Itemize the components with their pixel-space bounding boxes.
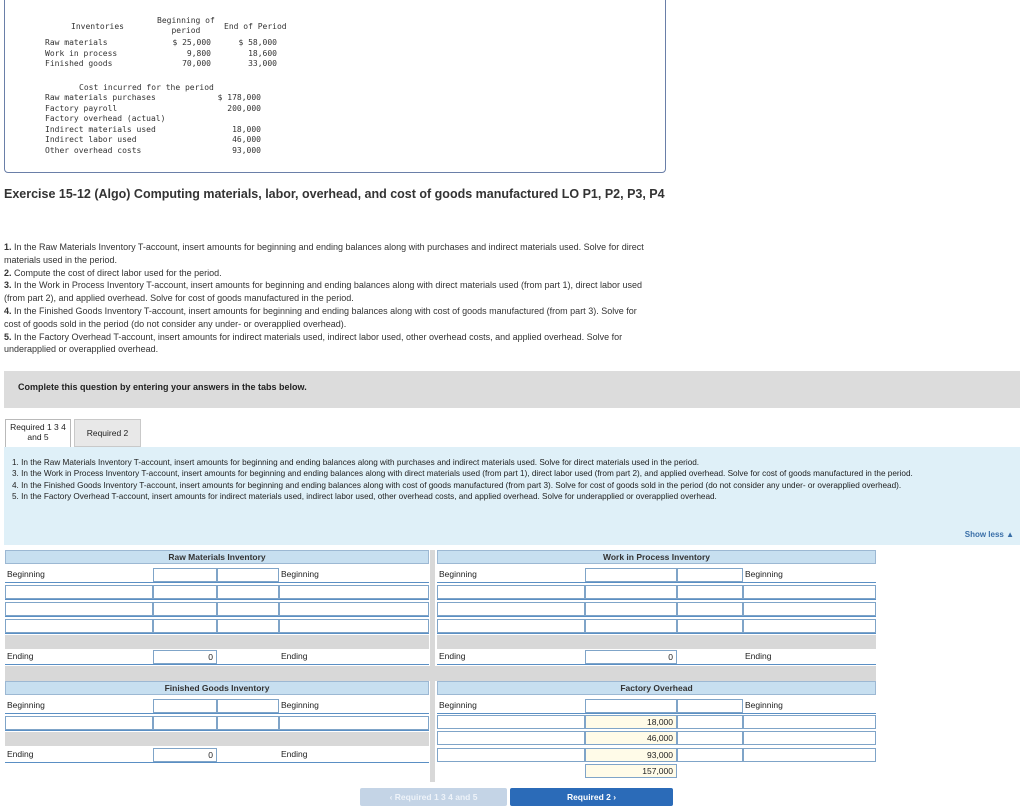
instruction-item: 3. In the Work in Process Inventory T-account, insert amounts for beginning and ending balances along with direct materials used (from part 1), direct labor used (from part 2), and applied overhead. Solve for cost of goods manufactured in the period.: [4, 280, 643, 304]
prev-required-button[interactable]: ‹ Required 1 3 4 and 5: [360, 788, 507, 806]
account-name-input[interactable]: [5, 716, 153, 730]
account-name-input[interactable]: [743, 619, 876, 633]
taccount-ending-row: [5, 747, 429, 763]
cost-row-label: Indirect materials used: [45, 124, 156, 134]
credit-amount-input[interactable]: [677, 748, 743, 762]
ending-balance: 0: [585, 650, 677, 664]
credit-amount-input[interactable]: [217, 602, 279, 616]
debit-input[interactable]: [153, 619, 217, 633]
show-less-link[interactable]: Show less ▲: [964, 530, 1014, 539]
cost-row-label: Raw materials purchases: [45, 93, 156, 102]
debit-input[interactable]: [153, 699, 217, 713]
ending-label: Ending: [281, 749, 308, 759]
credit-amount-input[interactable]: [217, 716, 279, 730]
row-separator: [5, 732, 429, 746]
cost-row-label: Other overhead costs: [45, 145, 142, 155]
taccount-row: [437, 567, 876, 583]
taccount-ending-row: [5, 649, 429, 665]
account-name-input[interactable]: [5, 602, 153, 616]
inventory-row-beginning: $ 25,000: [172, 38, 211, 47]
indirect-labor-amount[interactable]: 46,000: [585, 731, 677, 745]
indirect-materials-amount[interactable]: 18,000: [585, 715, 677, 729]
cost-row-value: 18,000: [232, 124, 261, 134]
cost-row-value: $ 178,000: [217, 93, 261, 102]
taccount-ending-row: [437, 649, 876, 665]
row-separator: [437, 635, 876, 649]
beginning-label: Beginning: [281, 700, 319, 710]
instruction-item: 1. In the Raw Materials Inventory T-account, insert amounts for beginning and ending balances along with purchases and indirect materials used. Solve for direct materials used in the period.: [4, 242, 644, 265]
instructions-panel-text: [12, 457, 1012, 503]
inventory-row-label: Raw materials: [45, 38, 108, 47]
cost-row-value: 200,000: [227, 103, 261, 113]
account-name-input[interactable]: [743, 748, 876, 762]
taccount-title: Factory Overhead: [437, 681, 876, 695]
instruction-item: 2. Compute the cost of direct labor used for the period.: [4, 267, 222, 278]
given-data-box: [4, 0, 666, 173]
ending-label: Ending: [439, 651, 466, 661]
taccount-row: [437, 714, 876, 730]
inventory-row-end: 33,000: [248, 59, 277, 68]
inventory-row-end: 18,600: [248, 48, 277, 58]
panel-instruction-line: 1. In the Raw Materials Inventory T-account, insert amounts for beginning and ending balances along with purchases and indirect materials used. Solve for direct materials used in the period.: [12, 458, 700, 467]
taccount-row: [437, 601, 876, 617]
debit-input[interactable]: [153, 602, 217, 616]
account-name-input[interactable]: [437, 731, 585, 745]
account-name-input[interactable]: [437, 715, 585, 729]
next-required-button[interactable]: Required 2 ›: [510, 788, 673, 806]
panel-instruction-line: 5. In the Factory Overhead T-account, insert amounts for indirect materials used, indirect labor used, other overhead costs, and applied overhead. Solve for underapplied or overapplied overhead.: [12, 492, 717, 502]
beginning-label: Beginning: [745, 700, 783, 710]
taccount-row: [5, 601, 429, 617]
instruction-item: 4. In the Finished Goods Inventory T-account, insert amounts for beginning and ending balances along with cost of goods manufactured (from part 3). Solve for cost of goods sold in the period (do not consider any under- or overapplied overhead).: [4, 305, 637, 329]
account-name-input[interactable]: [743, 731, 876, 745]
ending-label: Ending: [745, 651, 772, 661]
inventory-row-label: Finished goods: [45, 59, 113, 68]
banner-text: Complete this question by entering your answers in the tabs below.: [18, 382, 307, 392]
overhead-total: 157,000: [585, 764, 677, 778]
debit-input[interactable]: [585, 568, 677, 582]
taccount-title: Work in Process Inventory: [437, 550, 876, 564]
costs-header: Cost incurred for the period: [79, 83, 214, 92]
account-name-input[interactable]: [279, 602, 429, 616]
beginning-label: Beginning: [7, 569, 45, 579]
account-name-input[interactable]: [5, 585, 153, 599]
panel-instruction-line: 4. In the Finished Goods Inventory T-account, insert amounts for beginning and ending balances along with cost of goods manufactured (from part 3). Solve for cost of goods sold in the period (do not consider any under- or overapplied overhead).: [12, 480, 902, 490]
account-name-input[interactable]: [5, 619, 153, 633]
ending-balance: 0: [153, 650, 217, 664]
beginning-label: Beginning: [439, 700, 477, 710]
inventories-header-beginning: Beginning of period: [157, 16, 215, 35]
taccount-finished-goods: [5, 681, 429, 781]
tab-required-2[interactable]: Required 2: [74, 419, 141, 447]
debit-input[interactable]: [585, 699, 677, 713]
account-name-input[interactable]: [743, 602, 876, 616]
cost-row-value: 46,000: [232, 135, 261, 144]
inventories-header-label: Inventories: [71, 22, 124, 31]
account-name-input[interactable]: [279, 716, 429, 730]
ending-label: Ending: [281, 651, 308, 661]
taccount-work-in-process: [437, 550, 876, 666]
account-name-input[interactable]: [743, 715, 876, 729]
credit-amount-input[interactable]: [677, 602, 743, 616]
credit-amount-input[interactable]: [217, 585, 279, 599]
taccount-raw-materials: [5, 550, 429, 666]
taccount-row: [5, 715, 429, 731]
inventory-row-label: Work in process: [45, 48, 118, 58]
inventory-row-beginning: 70,000: [182, 59, 211, 68]
account-name-input[interactable]: [279, 585, 429, 599]
ending-balance: 0: [153, 748, 217, 762]
complete-question-banner: [4, 371, 1020, 408]
account-name-input[interactable]: [279, 619, 429, 633]
tab-required-1-3-4-and-5[interactable]: Required 1 3 4 and 5: [5, 419, 71, 447]
beginning-label: Beginning: [7, 700, 45, 710]
taccount-title: Finished Goods Inventory: [5, 681, 429, 695]
instruction-item: 5. In the Factory Overhead T-account, insert amounts for indirect materials used, indirect labor used, other overhead costs, and applied overhead. Solve for underapplied or overapplied overhead.: [4, 331, 623, 355]
account-name-input[interactable]: [437, 748, 585, 762]
cost-row-label: Indirect labor used: [45, 135, 137, 144]
account-name-input[interactable]: [743, 585, 876, 599]
taccount-factory-overhead: [437, 681, 876, 781]
credit-amount-input[interactable]: [217, 568, 279, 582]
taccount-row: [437, 584, 876, 600]
credit-amount-input[interactable]: [677, 619, 743, 633]
debit-input[interactable]: [585, 602, 677, 616]
taccount-row: [5, 584, 429, 600]
taccount-row: [5, 698, 429, 714]
credit-amount-input[interactable]: [217, 699, 279, 713]
credit-amount-input[interactable]: [677, 715, 743, 729]
debit-input[interactable]: [153, 568, 217, 582]
taccount-row: [5, 618, 429, 634]
beginning-label: Beginning: [281, 569, 319, 579]
ending-label: Ending: [7, 749, 34, 759]
debit-input[interactable]: [153, 585, 217, 599]
taccount-row: [437, 698, 876, 714]
section-separator: [5, 666, 876, 681]
cost-row-label: Factory overhead (actual): [45, 114, 166, 123]
taccount-row: [437, 618, 876, 634]
row-separator: [5, 635, 429, 649]
inventory-row-end: $ 58,000: [238, 38, 277, 47]
instructions: [4, 241, 644, 356]
credit-amount-input[interactable]: [217, 619, 279, 633]
debit-input[interactable]: [153, 716, 217, 730]
instructions-panel: [4, 447, 1020, 545]
debit-input[interactable]: [585, 619, 677, 633]
account-name-input[interactable]: [437, 619, 585, 633]
cost-row-label: Factory payroll: [45, 103, 118, 113]
debit-input[interactable]: [585, 585, 677, 599]
taccount-row: [437, 730, 876, 746]
credit-amount-input[interactable]: [677, 585, 743, 599]
taccount-title: Raw Materials Inventory: [5, 550, 429, 564]
beginning-label: Beginning: [745, 569, 783, 579]
account-name-input[interactable]: [437, 602, 585, 616]
credit-amount-input[interactable]: [677, 568, 743, 582]
other-overhead-amount[interactable]: 93,000: [585, 748, 677, 762]
beginning-label: Beginning: [439, 569, 477, 579]
credit-amount-input[interactable]: [677, 699, 743, 713]
panel-instruction-line: 3. In the Work in Process Inventory T-account, insert amounts for beginning and ending balances along with direct materials used (from part 1), direct labor used (from part 2), and applied overhead. Solve for cost of goods manufactured in the period.: [12, 469, 913, 479]
ending-label: Ending: [7, 651, 34, 661]
credit-amount-input[interactable]: [677, 731, 743, 745]
cost-row-value: 93,000: [232, 145, 261, 155]
inventory-row-beginning: 9,800: [186, 48, 211, 58]
inventories-header-end: End of Period: [224, 22, 287, 31]
exercise-title: Exercise 15-12 (Algo) Computing materials, labor, overhead, and cost of goods manufactured LO P1, P2, P3, P4: [4, 187, 665, 201]
taccount-total-row: [437, 763, 876, 779]
taccount-row: [437, 747, 876, 763]
taccount-row: [5, 567, 429, 583]
account-name-input[interactable]: [437, 585, 585, 599]
